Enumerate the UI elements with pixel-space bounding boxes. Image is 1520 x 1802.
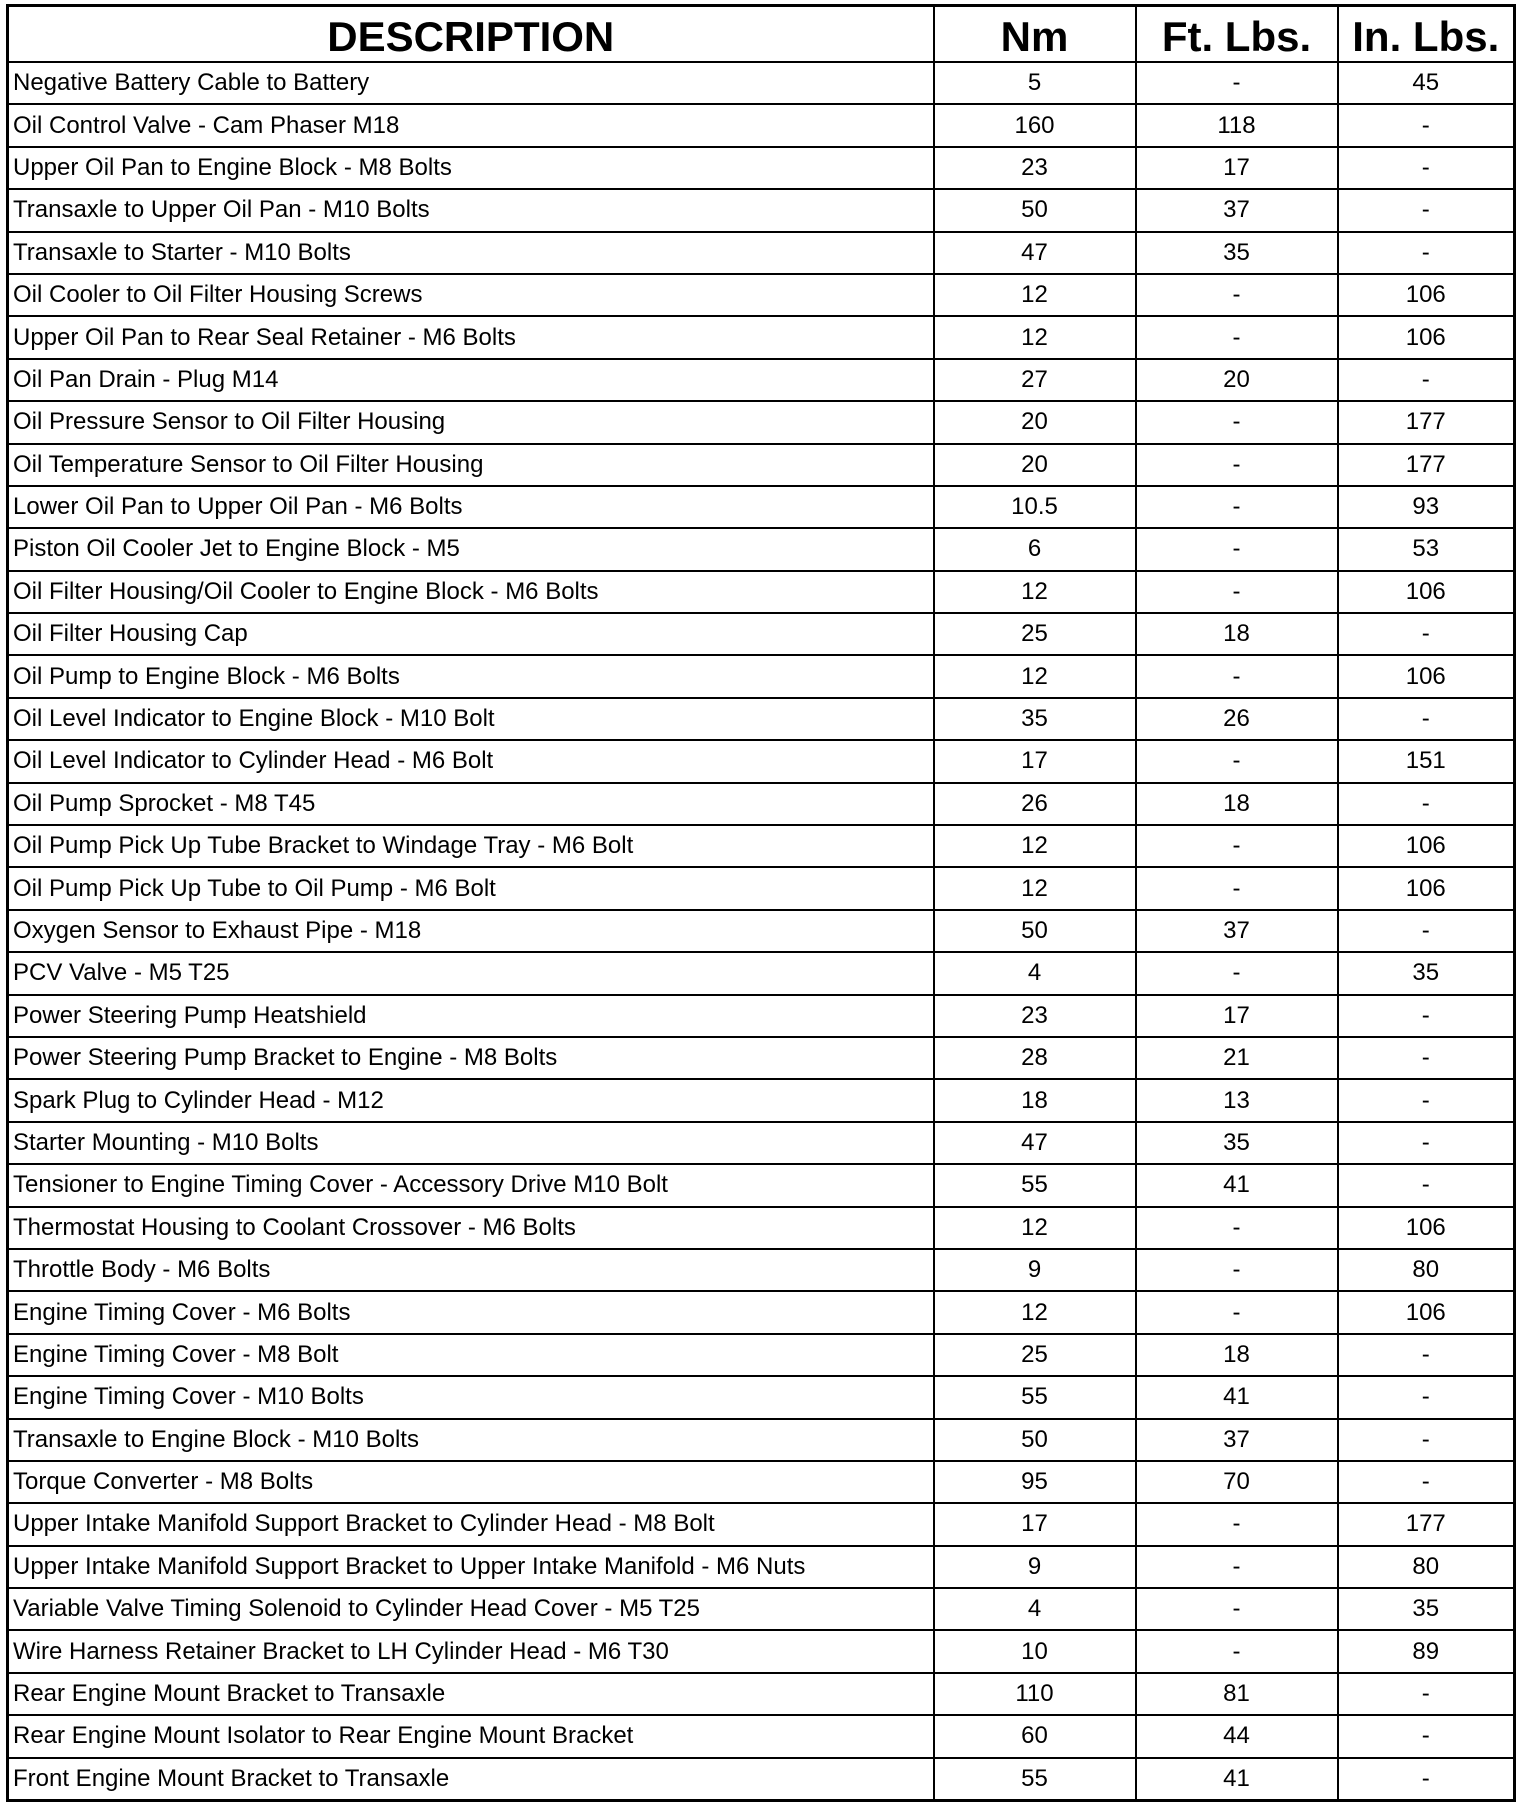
cell-nm: 27: [934, 359, 1136, 401]
cell-in-lbs: -: [1338, 232, 1515, 274]
cell-in-lbs: 35: [1338, 952, 1515, 994]
cell-description: Engine Timing Cover - M8 Bolt: [8, 1334, 934, 1376]
cell-ft-lbs: -: [1136, 62, 1338, 104]
table-row: [8, 232, 1515, 274]
cell-nm: 25: [934, 613, 1136, 655]
cell-nm: 4: [934, 952, 1136, 994]
cell-ft-lbs: -: [1136, 1630, 1338, 1672]
table-row: [8, 1334, 1515, 1376]
cell-ft-lbs: 20: [1136, 359, 1338, 401]
cell-description: Upper Intake Manifold Support Bracket to Cylinder Head - M8 Bolt: [8, 1503, 934, 1545]
table-row: [8, 104, 1515, 146]
cell-ft-lbs: 81: [1136, 1673, 1338, 1715]
table-row: [8, 1164, 1515, 1206]
cell-in-lbs: -: [1338, 1419, 1515, 1461]
cell-description: Starter Mounting - M10 Bolts: [8, 1122, 934, 1164]
table-row: [8, 995, 1515, 1037]
cell-description: Oil Pump Pick Up Tube to Oil Pump - M6 Bolt: [8, 867, 934, 909]
table-row: [8, 1207, 1515, 1249]
cell-description: Rear Engine Mount Bracket to Transaxle: [8, 1673, 934, 1715]
cell-description: Oil Temperature Sensor to Oil Filter Housing: [8, 444, 934, 486]
table-row: [8, 401, 1515, 443]
cell-description: Oil Pressure Sensor to Oil Filter Housing: [8, 401, 934, 443]
cell-description: Oxygen Sensor to Exhaust Pipe - M18: [8, 910, 934, 952]
cell-ft-lbs: 37: [1136, 1419, 1338, 1461]
table-body: [8, 62, 1515, 1801]
cell-ft-lbs: -: [1136, 316, 1338, 358]
cell-nm: 55: [934, 1164, 1136, 1206]
cell-in-lbs: 151: [1338, 740, 1515, 782]
cell-description: Oil Filter Housing Cap: [8, 613, 934, 655]
cell-ft-lbs: 13: [1136, 1079, 1338, 1121]
cell-in-lbs: -: [1338, 1037, 1515, 1079]
cell-ft-lbs: 37: [1136, 910, 1338, 952]
table-row: [8, 952, 1515, 994]
cell-description: Oil Filter Housing/Oil Cooler to Engine Block - M6 Bolts: [8, 571, 934, 613]
cell-ft-lbs: -: [1136, 401, 1338, 443]
cell-nm: 12: [934, 825, 1136, 867]
cell-in-lbs: 106: [1338, 316, 1515, 358]
cell-description: Engine Timing Cover - M6 Bolts: [8, 1291, 934, 1333]
cell-nm: 12: [934, 655, 1136, 697]
cell-description: Upper Oil Pan to Engine Block - M8 Bolts: [8, 147, 934, 189]
cell-nm: 9: [934, 1249, 1136, 1291]
cell-description: Negative Battery Cable to Battery: [8, 62, 934, 104]
cell-description: Throttle Body - M6 Bolts: [8, 1249, 934, 1291]
cell-nm: 9: [934, 1546, 1136, 1588]
cell-in-lbs: -: [1338, 613, 1515, 655]
cell-description: Lower Oil Pan to Upper Oil Pan - M6 Bolts: [8, 486, 934, 528]
table-row: [8, 613, 1515, 655]
table-row: [8, 783, 1515, 825]
table-row: [8, 655, 1515, 697]
cell-description: Oil Control Valve - Cam Phaser M18: [8, 104, 934, 146]
cell-in-lbs: 45: [1338, 62, 1515, 104]
cell-ft-lbs: 18: [1136, 783, 1338, 825]
cell-ft-lbs: 41: [1136, 1376, 1338, 1418]
cell-nm: 47: [934, 232, 1136, 274]
cell-description: Oil Pump Pick Up Tube Bracket to Windage Tray - M6 Bolt: [8, 825, 934, 867]
table-row: [8, 444, 1515, 486]
cell-nm: 95: [934, 1461, 1136, 1503]
table-row: [8, 867, 1515, 909]
cell-nm: 12: [934, 1207, 1136, 1249]
cell-in-lbs: -: [1338, 189, 1515, 231]
cell-description: Rear Engine Mount Isolator to Rear Engine Mount Bracket: [8, 1715, 934, 1757]
table-row: [8, 1630, 1515, 1672]
cell-nm: 6: [934, 528, 1136, 570]
cell-description: Tensioner to Engine Timing Cover - Accessory Drive M10 Bolt: [8, 1164, 934, 1206]
table-row: [8, 571, 1515, 613]
cell-ft-lbs: 118: [1136, 104, 1338, 146]
cell-in-lbs: -: [1338, 1164, 1515, 1206]
table-row: [8, 910, 1515, 952]
header-row: [8, 6, 1515, 63]
cell-nm: 60: [934, 1715, 1136, 1757]
cell-ft-lbs: -: [1136, 528, 1338, 570]
table-row: [8, 1419, 1515, 1461]
cell-nm: 12: [934, 1291, 1136, 1333]
cell-ft-lbs: 41: [1136, 1758, 1338, 1801]
table-row: [8, 1376, 1515, 1418]
table-row: [8, 189, 1515, 231]
cell-nm: 10: [934, 1630, 1136, 1672]
table-row: [8, 528, 1515, 570]
cell-ft-lbs: -: [1136, 825, 1338, 867]
cell-in-lbs: 53: [1338, 528, 1515, 570]
cell-description: Power Steering Pump Bracket to Engine - M8 Bolts: [8, 1037, 934, 1079]
cell-in-lbs: 80: [1338, 1546, 1515, 1588]
cell-ft-lbs: -: [1136, 1588, 1338, 1630]
cell-nm: 17: [934, 740, 1136, 782]
cell-description: Oil Level Indicator to Cylinder Head - M6 Bolt: [8, 740, 934, 782]
cell-description: Wire Harness Retainer Bracket to LH Cylinder Head - M6 T30: [8, 1630, 934, 1672]
cell-in-lbs: 106: [1338, 571, 1515, 613]
cell-in-lbs: 177: [1338, 1503, 1515, 1545]
table-row: [8, 486, 1515, 528]
cell-description: Transaxle to Starter - M10 Bolts: [8, 232, 934, 274]
cell-description: Upper Oil Pan to Rear Seal Retainer - M6 Bolts: [8, 316, 934, 358]
cell-nm: 17: [934, 1503, 1136, 1545]
cell-ft-lbs: -: [1136, 1503, 1338, 1545]
cell-ft-lbs: 21: [1136, 1037, 1338, 1079]
cell-description: Upper Intake Manifold Support Bracket to Upper Intake Manifold - M6 Nuts: [8, 1546, 934, 1588]
cell-in-lbs: -: [1338, 995, 1515, 1037]
cell-ft-lbs: 44: [1136, 1715, 1338, 1757]
cell-description: Torque Converter - M8 Bolts: [8, 1461, 934, 1503]
cell-ft-lbs: -: [1136, 867, 1338, 909]
cell-in-lbs: -: [1338, 1461, 1515, 1503]
cell-nm: 50: [934, 1419, 1136, 1461]
table-row: [8, 1037, 1515, 1079]
cell-description: Variable Valve Timing Solenoid to Cylinder Head Cover - M5 T25: [8, 1588, 934, 1630]
cell-description: Oil Level Indicator to Engine Block - M10 Bolt: [8, 698, 934, 740]
cell-description: Front Engine Mount Bracket to Transaxle: [8, 1758, 934, 1801]
cell-in-lbs: 106: [1338, 274, 1515, 316]
cell-ft-lbs: -: [1136, 444, 1338, 486]
cell-in-lbs: 35: [1338, 1588, 1515, 1630]
table-row: [8, 316, 1515, 358]
cell-nm: 50: [934, 910, 1136, 952]
cell-nm: 55: [934, 1758, 1136, 1801]
cell-nm: 12: [934, 274, 1136, 316]
cell-nm: 4: [934, 1588, 1136, 1630]
cell-in-lbs: 106: [1338, 867, 1515, 909]
cell-ft-lbs: 37: [1136, 189, 1338, 231]
cell-ft-lbs: 17: [1136, 147, 1338, 189]
header-in-lbs: In. Lbs.: [1338, 6, 1515, 63]
cell-in-lbs: -: [1338, 1079, 1515, 1121]
cell-nm: 55: [934, 1376, 1136, 1418]
table-row: [8, 1461, 1515, 1503]
cell-nm: 12: [934, 571, 1136, 613]
table-row: [8, 1249, 1515, 1291]
cell-in-lbs: -: [1338, 1715, 1515, 1757]
cell-ft-lbs: -: [1136, 274, 1338, 316]
cell-in-lbs: -: [1338, 147, 1515, 189]
cell-in-lbs: -: [1338, 910, 1515, 952]
cell-description: Piston Oil Cooler Jet to Engine Block - M5: [8, 528, 934, 570]
table-row: [8, 359, 1515, 401]
cell-ft-lbs: -: [1136, 486, 1338, 528]
cell-description: PCV Valve - M5 T25: [8, 952, 934, 994]
cell-nm: 5: [934, 62, 1136, 104]
cell-ft-lbs: -: [1136, 1291, 1338, 1333]
cell-in-lbs: 106: [1338, 655, 1515, 697]
cell-in-lbs: -: [1338, 1376, 1515, 1418]
cell-description: Engine Timing Cover - M10 Bolts: [8, 1376, 934, 1418]
torque-spec-table: [6, 4, 1516, 1802]
cell-nm: 25: [934, 1334, 1136, 1376]
table-row: [8, 825, 1515, 867]
cell-nm: 110: [934, 1673, 1136, 1715]
cell-nm: 20: [934, 401, 1136, 443]
cell-nm: 12: [934, 316, 1136, 358]
cell-in-lbs: -: [1338, 1673, 1515, 1715]
cell-description: Transaxle to Upper Oil Pan - M10 Bolts: [8, 189, 934, 231]
cell-in-lbs: 89: [1338, 1630, 1515, 1672]
table-row: [8, 1291, 1515, 1333]
cell-ft-lbs: 70: [1136, 1461, 1338, 1503]
cell-ft-lbs: -: [1136, 1249, 1338, 1291]
cell-nm: 18: [934, 1079, 1136, 1121]
cell-in-lbs: -: [1338, 1334, 1515, 1376]
cell-ft-lbs: 26: [1136, 698, 1338, 740]
table-row: [8, 740, 1515, 782]
cell-nm: 10.5: [934, 486, 1136, 528]
table-row: [8, 1503, 1515, 1545]
header-nm: Nm: [934, 6, 1136, 63]
cell-nm: 160: [934, 104, 1136, 146]
cell-in-lbs: -: [1338, 1122, 1515, 1164]
cell-description: Oil Cooler to Oil Filter Housing Screws: [8, 274, 934, 316]
table-row: [8, 1588, 1515, 1630]
cell-ft-lbs: 18: [1136, 613, 1338, 655]
cell-description: Oil Pump to Engine Block - M6 Bolts: [8, 655, 934, 697]
cell-nm: 50: [934, 189, 1136, 231]
torque-spec-table-wrapper: [6, 4, 1513, 1798]
cell-ft-lbs: -: [1136, 571, 1338, 613]
cell-nm: 26: [934, 783, 1136, 825]
table-row: [8, 1673, 1515, 1715]
header-description: DESCRIPTION: [8, 6, 934, 63]
cell-in-lbs: -: [1338, 104, 1515, 146]
cell-in-lbs: -: [1338, 698, 1515, 740]
cell-ft-lbs: 35: [1136, 1122, 1338, 1164]
cell-in-lbs: -: [1338, 1758, 1515, 1801]
table-row: [8, 1715, 1515, 1757]
cell-in-lbs: 80: [1338, 1249, 1515, 1291]
cell-nm: 23: [934, 147, 1136, 189]
cell-description: Power Steering Pump Heatshield: [8, 995, 934, 1037]
table-row: [8, 62, 1515, 104]
cell-in-lbs: 106: [1338, 1291, 1515, 1333]
cell-ft-lbs: -: [1136, 655, 1338, 697]
cell-description: Transaxle to Engine Block - M10 Bolts: [8, 1419, 934, 1461]
cell-nm: 47: [934, 1122, 1136, 1164]
cell-ft-lbs: 35: [1136, 232, 1338, 274]
cell-in-lbs: 106: [1338, 1207, 1515, 1249]
cell-description: Thermostat Housing to Coolant Crossover - M6 Bolts: [8, 1207, 934, 1249]
cell-in-lbs: 177: [1338, 401, 1515, 443]
cell-description: Spark Plug to Cylinder Head - M12: [8, 1079, 934, 1121]
cell-description: Oil Pump Sprocket - M8 T45: [8, 783, 934, 825]
table-row: [8, 274, 1515, 316]
cell-ft-lbs: -: [1136, 1207, 1338, 1249]
cell-nm: 35: [934, 698, 1136, 740]
table-row: [8, 147, 1515, 189]
cell-ft-lbs: -: [1136, 952, 1338, 994]
cell-in-lbs: -: [1338, 359, 1515, 401]
cell-ft-lbs: -: [1136, 740, 1338, 782]
header-ft-lbs: Ft. Lbs.: [1136, 6, 1338, 63]
cell-nm: 12: [934, 867, 1136, 909]
table-row: [8, 1079, 1515, 1121]
cell-in-lbs: 106: [1338, 825, 1515, 867]
table-row: [8, 1546, 1515, 1588]
cell-description: Oil Pan Drain - Plug M14: [8, 359, 934, 401]
cell-nm: 23: [934, 995, 1136, 1037]
cell-in-lbs: 177: [1338, 444, 1515, 486]
cell-in-lbs: 93: [1338, 486, 1515, 528]
table-row: [8, 1122, 1515, 1164]
cell-ft-lbs: 17: [1136, 995, 1338, 1037]
cell-in-lbs: -: [1338, 783, 1515, 825]
cell-nm: 28: [934, 1037, 1136, 1079]
cell-ft-lbs: -: [1136, 1546, 1338, 1588]
cell-ft-lbs: 41: [1136, 1164, 1338, 1206]
table-row: [8, 698, 1515, 740]
cell-nm: 20: [934, 444, 1136, 486]
cell-ft-lbs: 18: [1136, 1334, 1338, 1376]
table-row: [8, 1758, 1515, 1801]
